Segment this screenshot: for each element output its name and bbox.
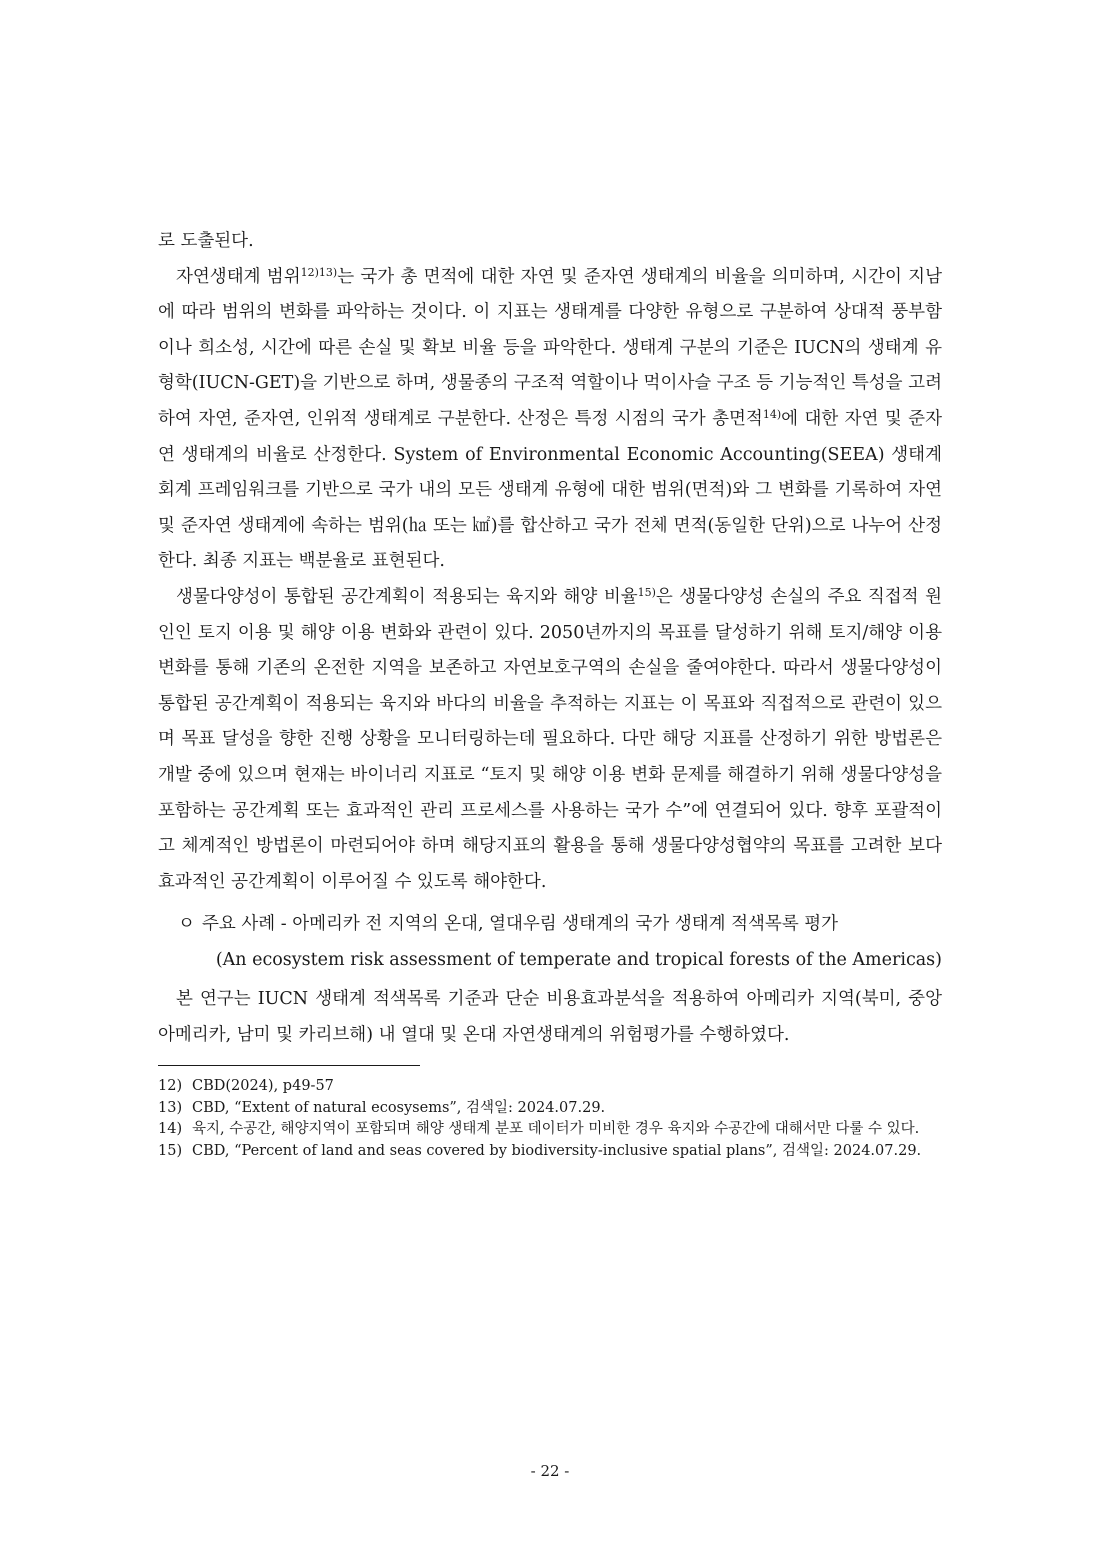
paragraph-text: 은 생물다양성 손실의 주요 직접적 원인인 토지 이용 및 해양 이용 변화와 관련이 있다. 2050년까지의 목표를 달성하기 위해 토지/해양 이용 변화를 통해 기존의 온전한 지역을 보존하고 자연보호구역의 손실을 줄여야한다. 따라서 생물다양성이 통합된 공간계획이 적용되는 육지와 바다의 비율을 추적하는 지표는 이 목표와 직접적으로 관련이 있으며 목표 달성을 향한 진행 상황을 모니터링하는데 필요하다. 다만 해당 지표를 산정하기 위한 방법론은 개발 중에 있으며 현재는 바이너리 지표로 “토지 및 해양 이용 변화 문제를 해결하기 위해 생물다양성을 포함하는 공간계획 또는 효과적인 관리 프로세스를 사용하는 국가 수”에 연결되어 있다. 향후 포괄적이고 체계적인 방법론이 마련되어야 하며 해당지표의 활용을 통해 생물다양성협약의 목표를 고려한 보다 효과적인 공간계획이 이루어질 수 있도록 해야한다. bbox=[158, 586, 942, 892]
footnote-text: CBD, “Percent of land and seas covered by biodiversity-inclusive spatial plans”, 검색일: 2024.07.29. bbox=[192, 1142, 922, 1159]
footnote-item bbox=[158, 1076, 942, 1098]
footnote-ref-14: 14) bbox=[762, 407, 782, 421]
footnote-number: 15) bbox=[158, 1142, 183, 1159]
case-study-heading bbox=[158, 906, 942, 978]
footnote-item bbox=[158, 1141, 942, 1163]
paragraph-text: 생물다양성이 통합된 공간계획이 적용되는 육지와 해양 비율 bbox=[176, 586, 638, 607]
footnote-text: 육지, 수공간, 해양지역이 포함되며 해양 생태계 분포 데이터가 미비한 경우 육지와 수공간에 대해서만 다룰 수 있다. bbox=[192, 1121, 920, 1138]
footnote-number: 12) bbox=[158, 1078, 183, 1095]
footnote-item bbox=[158, 1098, 942, 1120]
page-body bbox=[158, 224, 942, 1162]
paragraph-text: 자연생태계 범위 bbox=[176, 266, 301, 287]
paragraph-text: 에 대한 자연 및 준자연 생태계의 비율로 산정한다. System of Environmental Economic Accounting(SEEA) 생태계 회계 프레임워크를 기반으로 국가 내의 모든 생태계 유형에 대한 범위(면적)와 그 변화를 기록하여 자연 및 준자연 생태계에 속하는 범위(㏊ 또는 ㎢)를 합산하고 국가 전체 면적(동일한 단위)으로 나누어 산정한다. 최종 지표는 백분율로 표현된다. bbox=[158, 408, 942, 572]
page-number: - 22 - bbox=[530, 1462, 570, 1480]
footnote-ref-13: 13) bbox=[318, 265, 338, 279]
footnote-divider bbox=[158, 1065, 420, 1066]
footnote-item bbox=[158, 1119, 942, 1141]
footnote-number: 13) bbox=[158, 1099, 183, 1116]
case-title: 주요 사례 - 아메리카 전 지역의 온대, 열대우림 생태계의 국가 생태계 적색목록 평가 bbox=[202, 914, 839, 935]
paragraph-text: 는 국가 총 면적에 대한 자연 및 준자연 생태계의 비율을 의미하며, 시간이 지남에 따라 범위의 변화를 파악하는 것이다. 이 지표는 생태계를 다양한 유형으로 구분하여 상대적 풍부함이나 희소성, 시간에 따른 손실 및 확보 비율 등을 파악한다. 생태계 구분의 기준은 IUCN의 생태계 유형학(IUCN-GET)을 기반으로 하며, 생물종의 구조적 역할이나 먹이사슬 구조 등 기능적인 특성을 고려하여 자연, 준자연, 인위적 생태계로 구분한다. 산정은 특정 시점의 국가 총면적 bbox=[158, 266, 942, 429]
case-english-title: (An ecosystem risk assessment of temperate and tropical forests of the Americas) bbox=[215, 950, 942, 971]
paragraph-case-study: 본 연구는 IUCN 생태계 적색목록 기준과 단순 비용효과분석을 적용하여 아메리카 지역(북미, 중앙아메리카, 남미 및 카리브해) 내 열대 및 온대 자연생태계의 위험평가를 수행하였다. bbox=[158, 989, 942, 1045]
bullet-icon: ㅇ bbox=[178, 914, 195, 935]
footnote-number: 14) bbox=[158, 1121, 183, 1138]
paragraph-spatial-planning bbox=[158, 580, 942, 900]
paragraph-continuation: 로 도출된다. bbox=[158, 231, 254, 251]
footnotes bbox=[158, 1076, 942, 1162]
footnote-text: CBD(2024), p49-57 bbox=[192, 1078, 334, 1095]
footnote-ref-15: 15) bbox=[637, 585, 656, 599]
footnote-text: CBD, “Extent of natural ecosysems”, 검색일: 2024.07.29. bbox=[192, 1099, 606, 1116]
paragraph-natural-ecosystem-extent bbox=[158, 260, 942, 580]
footnote-ref-12: 12) bbox=[300, 265, 319, 279]
